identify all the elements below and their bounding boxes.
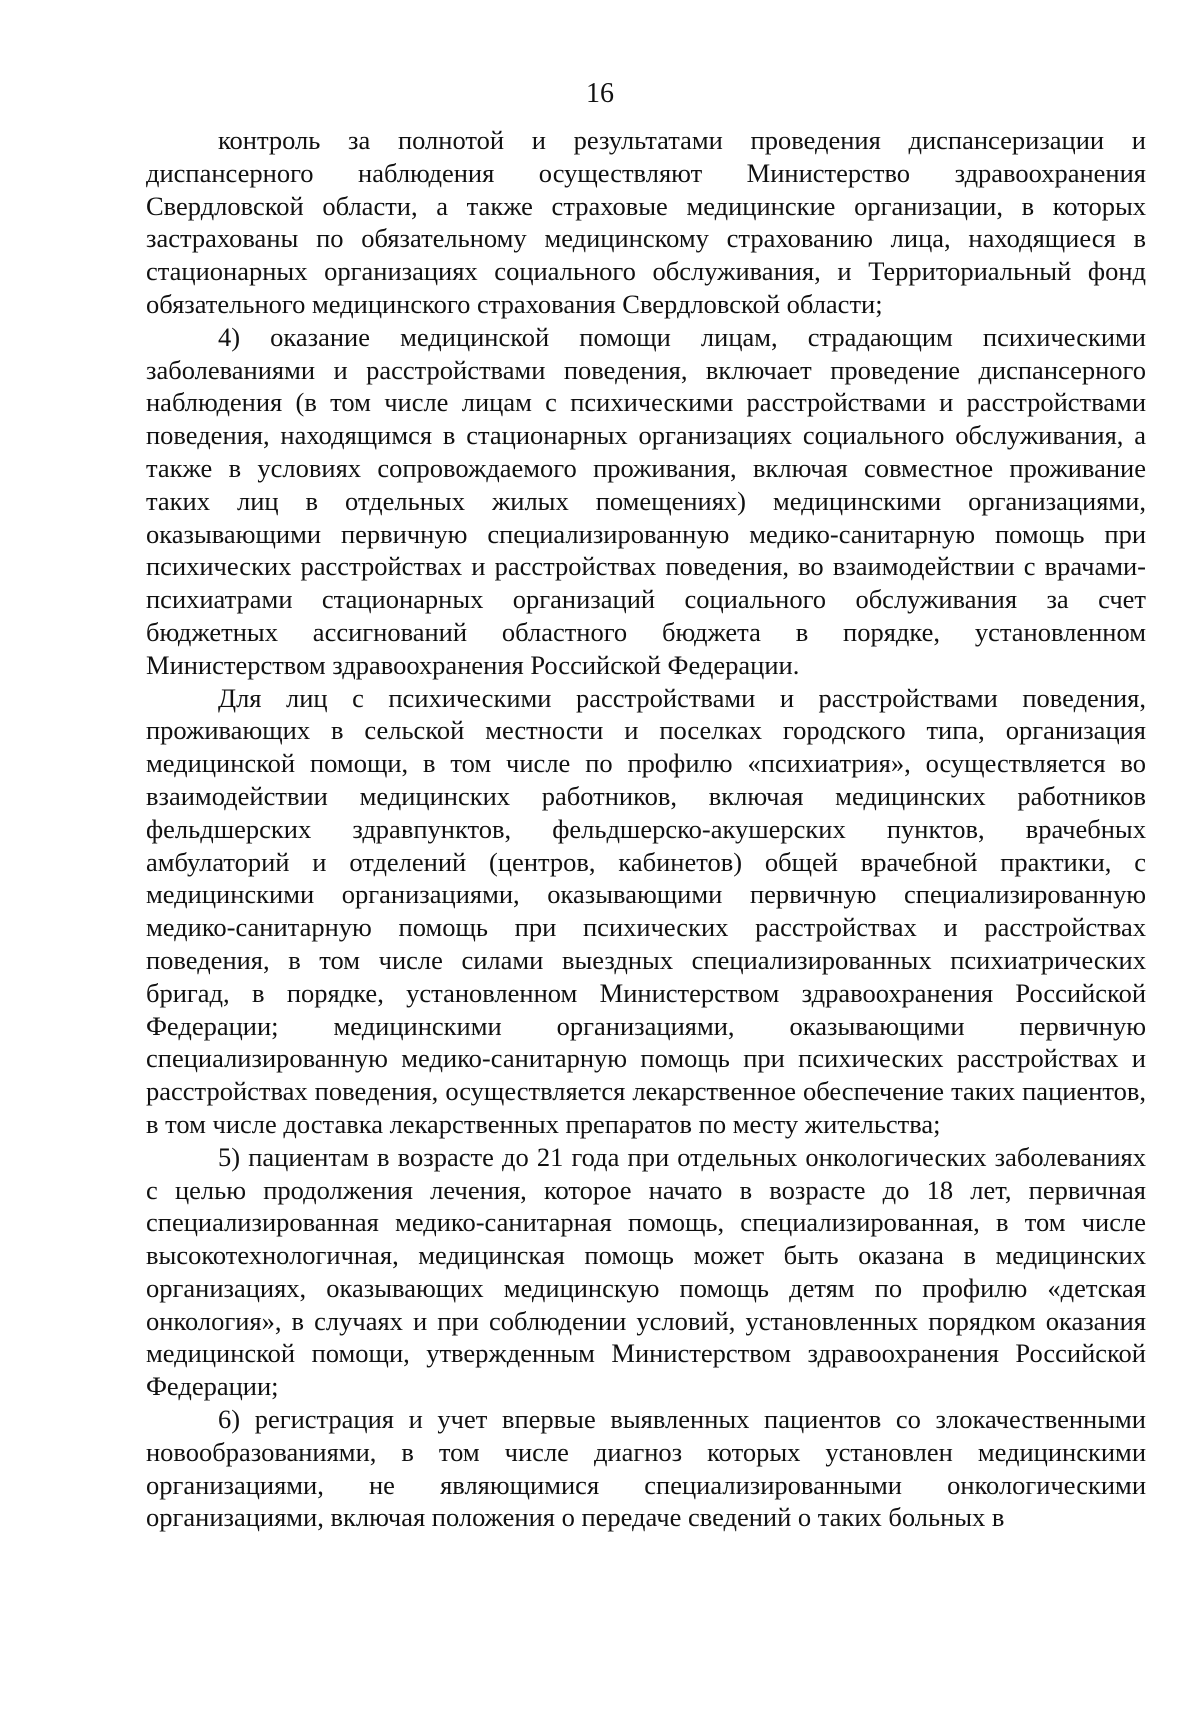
page-number: 16 (586, 78, 614, 109)
paragraph-item-5-oncology-under-21: 5) пациентам в возрасте до 21 года при отдельных онкологических заболеваниях с целью продолжения лечения, которое начато в возрасте до 18 лет, первичная специализированная медико-санитарная помощь, специализированная, в том числе высокотехнологичная, медицинская помощь может быть оказана в медицинских организациях, оказывающих медицинскую помощь детям по профилю «детская онкология», в случаях и при соблюдении условий, установленных порядком оказания медицинской помощи, утвержденным Министерством здравоохранения Российской Федерации; (146, 1141, 1146, 1402)
body-text (146, 124, 1146, 1534)
paragraph-item-6-cancer-registration: 6) регистрация и учет впервые выявленных пациентов со злокачественными новообразованиями, в том числе диагноз которых установлен медицинскими организациями, не являющимися специализированными онкологическими организациями, включая положения о передаче сведений о таких больных в (146, 1404, 1146, 1533)
paragraph-control-dispensary: контроль за полнотой и результатами проведения диспансеризации и диспансерного наблюдения осуществляют Министерство здравоохранения Свердловской области, а также страховые медицинские организации, в которых застрахованы по обязательному медицинскому страхованию лица, находящиеся в стационарных организациях социального обслуживания, и Территориальный фонд обязательного медицинского страхования Свердловской области; (146, 125, 1146, 319)
paragraph-item-4-psychiatric-care: 4) оказание медицинской помощи лицам, страдающим психическими заболеваниями и расстройствами поведения, включает проведение диспансерного наблюдения (в том числе лицам с психическими расстройствами и расстройствами поведения, находящимся в стационарных организациях социального обслуживания, а также в условиях сопровождаемого проживания, включая совместное проживание таких лиц в отдельных жилых помещениях) медицинскими организациями, оказывающими первичную специализированную медико-санитарную помощь при психических расстройствах и расстройствах поведения, во взаимодействии с врачами-психиатрами стационарных организаций социального обслуживания за счет бюджетных ассигнований областного бюджета в порядке, установленном Министерством здравоохранения Российской Федерации. (146, 321, 1146, 680)
paragraph-rural-psychiatric-care: Для лиц с психическими расстройствами и расстройствами поведения, проживающих в сельской местности и поселках городского типа, организация медицинской помощи, в том числе по профилю «психиатрия», осуществляется во взаимодействии медицинских работников, включая медицинских работников фельдшерских здравпунктов, фельдшерско-акушерских пунктов, врачебных амбулаторий и отделений (центров, кабинетов) общей врачебной практики, с медицинскими организациями, оказывающими первичную специализированную медико-санитарную помощь при психических расстройствах и расстройствах поведения, в том числе силами выездных специализированных психиатрических бригад, в порядке, установленном Министерством здравоохранения Российской Федерации; медицинскими организациями, оказывающими первичную специализированную медико-санитарную помощь при психических расстройствах и расстройствах поведения, осуществляется лекарственное обеспечение таких пациентов, в том числе доставка лекарственных препаратов по месту жительства; (146, 682, 1146, 1139)
